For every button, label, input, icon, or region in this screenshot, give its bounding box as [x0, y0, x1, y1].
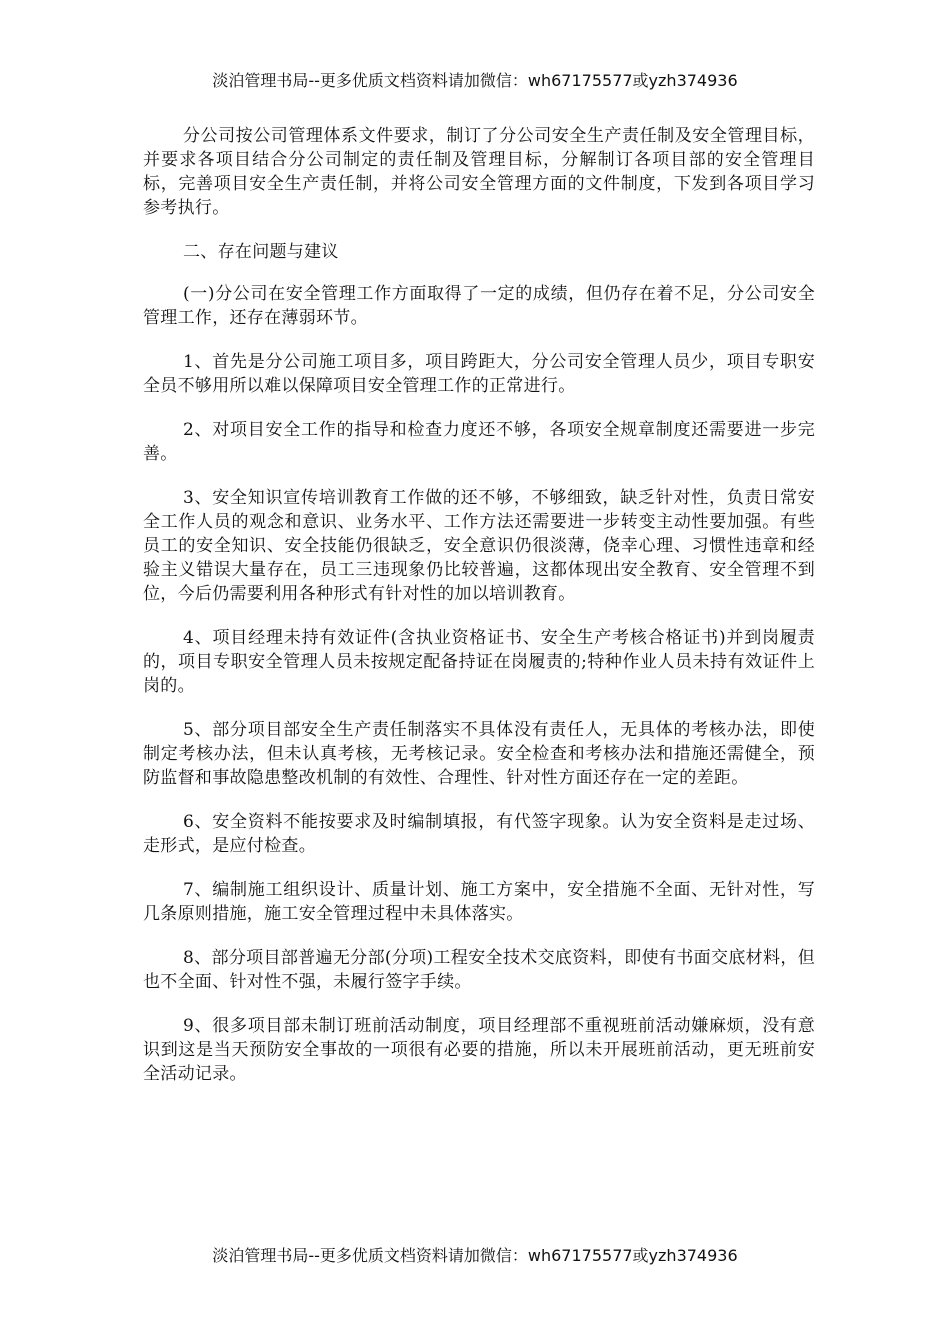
paragraph-subsection: (一)分公司在安全管理工作方面取得了一定的成绩，但仍存在着不足，分公司安全管理工作，还存在薄弱环节。 — [143, 284, 815, 328]
list-item: 5、部分项目部安全生产责任制落实不具体没有责任人，无具体的考核办法，即使制定考核办法，但未认真考核，无考核记录。安全检查和考核办法和措施还需健全，预防监督和事故隐患整改机制的有效性、合理性、针对性方面还存在一定的差距。 — [143, 720, 815, 788]
section-heading: 二、存在问题与建议 — [183, 242, 339, 262]
list-item: 1、首先是分公司施工项目多，项目跨距大，分公司安全管理人员少，项目专职安全员不够用所以难以保障项目安全管理工作的正常进行。 — [143, 352, 815, 396]
paragraph-intro: 分公司按公司管理体系文件要求，制订了分公司安全生产责任制及安全管理目标，并要求各项目结合分公司制定的责任制及管理目标，分解制订各项目部的安全管理目标，完善项目安全生产责任制，并将公司安全管理方面的文件制度，下发到各项目学习参考执行。 — [143, 126, 815, 218]
list-item: 7、编制施工组织设计、质量计划、施工方案中，安全措施不全面、无针对性，写几条原则措施，施工安全管理过程中未具体落实。 — [143, 880, 815, 924]
list-item: 2、对项目安全工作的指导和检查力度还不够，各项安全规章制度还需要进一步完善。 — [143, 420, 815, 464]
list-item: 3、安全知识宣传培训教育工作做的还不够，不够细致，缺乏针对性，负责日常安全工作人员的观念和意识、业务水平、工作方法还需要进一步转变主动性要加强。有些员工的安全知识、安全技能仍很缺乏，安全意识仍很淡薄，侥幸心理、习惯性违章和经验主义错误大量存在，员工三违现象仍比较普遍，这都体现出安全教育、安全管理不到位，今后仍需要利用各种形式有针对性的加以培训教育。 — [143, 488, 815, 604]
list-item: 9、很多项目部未制订班前活动制度，项目经理部不重视班前活动嫌麻烦，没有意识到这是当天预防安全事故的一项很有必要的措施，所以未开展班前活动，更无班前安全活动记录。 — [143, 1016, 815, 1084]
list-item: 4、项目经理未持有效证件(含执业资格证书、安全生产考核合格证书)并到岗履责的，项目专职安全管理人员未按规定配备持证在岗履责的;特种作业人员未持有效证件上岗的。 — [143, 628, 815, 696]
document-body — [143, 124, 815, 1106]
page-footer: 淡泊管理书局--更多优质文档资料请加微信：wh67175577或yzh374936 — [212, 1246, 738, 1265]
list-item: 8、部分项目部普遍无分部(分项)工程安全技术交底资料，即使有书面交底材料，但也不全面、针对性不强，未履行签字手续。 — [143, 948, 815, 992]
page-header: 淡泊管理书局--更多优质文档资料请加微信：wh67175577或yzh374936 — [212, 71, 738, 90]
list-item: 6、安全资料不能按要求及时编制填报，有代签字现象。认为安全资料是走过场、走形式，是应付检查。 — [143, 812, 815, 856]
